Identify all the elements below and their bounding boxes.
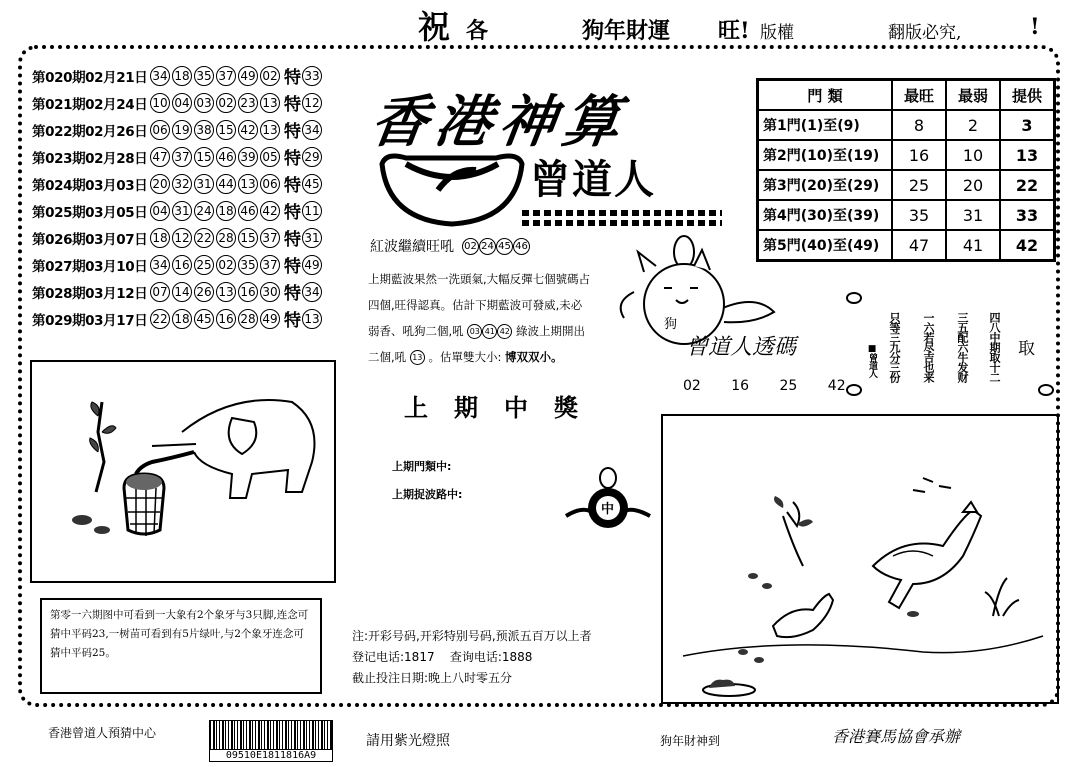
- number-ball: 15: [194, 147, 214, 167]
- number-ball: 15: [238, 228, 258, 248]
- number-ball: 34: [150, 255, 170, 275]
- number-ball: 23: [238, 93, 258, 113]
- footer-center-name: 香港曾道人預猜中心: [48, 726, 157, 740]
- analysis-fragment: 二個,吼: [368, 350, 407, 364]
- history-date: 第025期03月05日: [32, 204, 148, 221]
- number-ball: 32: [172, 174, 192, 194]
- number-ball: 49: [260, 309, 280, 329]
- odd-even-guess: 博双双小。: [505, 350, 563, 364]
- number-ball: 24: [194, 201, 214, 221]
- page-title: 香港神算: [366, 89, 633, 155]
- history-row: [32, 89, 362, 116]
- last-issue-title: 上期中獎: [404, 393, 604, 422]
- special-label: 特: [284, 311, 301, 331]
- history-date: 第028期03月12日: [32, 285, 148, 302]
- col-header: 最弱: [946, 80, 1000, 111]
- winner-badge: 中: [601, 502, 615, 517]
- special-ball: 12: [302, 93, 322, 113]
- number-ball: 28: [238, 309, 258, 329]
- table-row: [758, 230, 1055, 261]
- stats-cell-cat: 第4門(30)至(39): [758, 200, 893, 230]
- number-ball: 37: [260, 255, 280, 275]
- table-row: [758, 110, 1055, 140]
- notes-line: 截止投注日期:晚上八时零五分: [352, 671, 513, 685]
- stats-cell-max: 47: [892, 230, 946, 261]
- stats-cell-give: 3: [1000, 110, 1055, 140]
- special-ball: 11: [302, 201, 322, 221]
- slogan-end: !: [1030, 14, 1040, 40]
- history-date: 第026期03月07日: [32, 231, 148, 248]
- number-ball: 03: [194, 93, 214, 113]
- table-header-row: [758, 80, 1055, 111]
- table-row: [758, 200, 1055, 230]
- analysis-fragment: 綠波上期開出: [515, 324, 585, 338]
- history-date: 第027期03月10日: [32, 258, 148, 275]
- analysis-line: 四個,旺得認真。估計下期藍波可發威,未必: [368, 298, 583, 312]
- table-row: [758, 140, 1055, 170]
- number-ball: 42: [238, 120, 258, 140]
- number-ball: 35: [238, 255, 258, 275]
- notes-line: 登记电话:1817 查询电话:1888: [352, 650, 533, 664]
- special-ball: 13: [302, 309, 322, 329]
- number-ball: 05: [260, 147, 280, 167]
- number-ball: 25: [194, 255, 214, 275]
- notes: [352, 626, 592, 689]
- winner-gourd-icon: [562, 466, 654, 536]
- footer-uv-light: 請用紫光燈照: [366, 733, 450, 749]
- red-wave-ball: 02: [462, 238, 479, 255]
- slogan-no-copy: 翻版必究,: [888, 23, 962, 43]
- number-ball: 16: [172, 255, 192, 275]
- analysis-text: [368, 266, 608, 370]
- number-ball: 06: [150, 120, 170, 140]
- number-ball: 07: [150, 282, 170, 302]
- special-label: 特: [284, 176, 301, 196]
- number-ball: 28: [216, 228, 236, 248]
- red-wave-ball: 45: [496, 238, 513, 255]
- number-ball: 02: [216, 255, 236, 275]
- last-issue-category: 上期門類中:: [392, 460, 452, 473]
- number-ball: 18: [150, 228, 170, 248]
- draw-history: [32, 62, 362, 332]
- analysis-ball: 13: [410, 350, 425, 365]
- number-ball: 16: [238, 282, 258, 302]
- number-ball: 18: [172, 309, 192, 329]
- analysis-ball: 03: [467, 324, 482, 339]
- history-row: [32, 143, 362, 170]
- poem-line: 一六若尽吉也来: [922, 312, 935, 382]
- number-ball: 13: [216, 282, 236, 302]
- number-ball: 47: [150, 147, 170, 167]
- number-ball: 20: [150, 174, 170, 194]
- hole-dot: [846, 384, 862, 396]
- barcode-bars: [209, 720, 333, 750]
- special-ball: 33: [302, 66, 322, 86]
- number-ball: 02: [216, 93, 236, 113]
- footer-organizer: 香港賽馬協會承辦: [832, 727, 961, 746]
- history-row: [32, 224, 362, 251]
- history-row: [32, 305, 362, 332]
- poem-line: 三五配六牛发财: [956, 312, 969, 382]
- special-label: 特: [284, 95, 301, 115]
- last-issue-wave: 上期捉波路中:: [392, 488, 463, 501]
- notes-line: 注:开彩号码,开彩特别号码,预派五百万以上者: [352, 629, 592, 643]
- history-date: 第023期02月28日: [32, 150, 148, 167]
- poem-line: 只等三九分三份: [888, 312, 901, 382]
- barcode-number: 09510E1811816A9: [209, 750, 333, 762]
- special-label: 特: [284, 230, 301, 250]
- red-wave-ball: 24: [479, 238, 496, 255]
- analysis-line: 上期藍波果然一洗頭氣,大幅反彈七個號碼占: [368, 272, 591, 286]
- number-ball: 39: [238, 147, 258, 167]
- number-ball: 14: [172, 282, 192, 302]
- special-label: 特: [284, 68, 301, 88]
- pass-code-numbers: 02 16 25 42: [683, 378, 846, 394]
- number-ball: 18: [216, 201, 236, 221]
- number-ball: 26: [194, 282, 214, 302]
- special-ball: 34: [302, 282, 322, 302]
- special-ball: 45: [302, 174, 322, 194]
- number-ball: 04: [172, 93, 192, 113]
- hole-dot: [846, 292, 862, 304]
- number-ball: 18: [172, 66, 192, 86]
- slogan-copyright: 版權: [760, 23, 794, 43]
- barcode: [209, 720, 333, 764]
- cat-picture: [661, 414, 1059, 704]
- history-date: 第020期02月21日: [32, 69, 148, 86]
- stats-cell-min: 31: [946, 200, 1000, 230]
- history-date: 第022期02月26日: [32, 123, 148, 140]
- stats-cell-max: 25: [892, 170, 946, 200]
- cat-illustration: [663, 416, 1057, 702]
- slogan-ge: 各: [466, 18, 489, 44]
- poem-line: 四八中期取十二: [988, 312, 1001, 382]
- red-wave-line: [370, 236, 530, 256]
- stats-cell-min: 10: [946, 140, 1000, 170]
- number-ball: 13: [260, 93, 280, 113]
- history-row: [32, 251, 362, 278]
- author-name: 曾道人: [530, 156, 656, 203]
- analysis-ball: 41: [482, 324, 497, 339]
- number-ball: 02: [260, 66, 280, 86]
- history-date: 第021期02月24日: [32, 96, 148, 113]
- stripe-gap: [522, 216, 722, 220]
- analysis-line: [368, 318, 608, 344]
- number-ball: 38: [194, 120, 214, 140]
- dog-label: 狗: [664, 317, 678, 332]
- red-wave-ball: 46: [513, 238, 530, 255]
- number-ball: 34: [150, 66, 170, 86]
- stats-cell-max: 16: [892, 140, 946, 170]
- special-label: 特: [284, 122, 301, 142]
- stats-cell-give: 22: [1000, 170, 1055, 200]
- col-header: 提供: [1000, 80, 1055, 111]
- history-row: [32, 62, 362, 89]
- number-ball: 49: [238, 66, 258, 86]
- stats-cell-max: 35: [892, 200, 946, 230]
- number-ball: 13: [260, 120, 280, 140]
- category-stats-table: [756, 78, 1056, 262]
- stats-cell-cat: 第3門(20)至(29): [758, 170, 893, 200]
- number-ball: 12: [172, 228, 192, 248]
- number-ball: 37: [260, 228, 280, 248]
- number-ball: 19: [172, 120, 192, 140]
- special-ball: 31: [302, 228, 322, 248]
- stats-cell-max: 8: [892, 110, 946, 140]
- stats-cell-give: 33: [1000, 200, 1055, 230]
- special-ball: 34: [302, 120, 322, 140]
- top-slogan: [0, 0, 1080, 48]
- stats-cell-min: 2: [946, 110, 1000, 140]
- analysis-ball: 42: [497, 324, 512, 339]
- pass-code-title: 曾道人透碼: [686, 335, 797, 360]
- history-row: [32, 197, 362, 224]
- special-label: 特: [284, 203, 301, 223]
- ingot-icon: [376, 150, 526, 228]
- slogan-zhu: 祝: [418, 8, 451, 46]
- special-ball: 49: [302, 255, 322, 275]
- history-row: [32, 170, 362, 197]
- hint-box: 第零一六期图中可看到一大象有2个象牙与3只脚,连念可猜中平码23,一树苗可看到有5片绿叶,与2个象牙连念可猜中平码25。: [40, 598, 322, 694]
- number-ball: 35: [194, 66, 214, 86]
- number-ball: 44: [216, 174, 236, 194]
- analysis-fragment: 。估單雙大小:: [428, 350, 502, 364]
- number-ball: 46: [238, 201, 258, 221]
- number-ball: 06: [260, 174, 280, 194]
- number-ball: 42: [260, 201, 280, 221]
- number-ball: 04: [150, 201, 170, 221]
- slogan-dog-year: 狗年財運: [582, 18, 671, 44]
- special-label: 特: [284, 284, 301, 304]
- history-row: [32, 278, 362, 305]
- elephant-illustration: [32, 362, 334, 581]
- number-ball: 22: [194, 228, 214, 248]
- stats-cell-cat: 第2門(10)至(19): [758, 140, 893, 170]
- stats-cell-cat: 第5門(40)至(49): [758, 230, 893, 261]
- number-ball: 16: [216, 309, 236, 329]
- col-header: 門 類: [758, 80, 893, 111]
- stats-cell-min: 20: [946, 170, 1000, 200]
- number-ball: 46: [216, 147, 236, 167]
- special-ball: 29: [302, 147, 322, 167]
- number-ball: 22: [150, 309, 170, 329]
- stats-cell-give: 13: [1000, 140, 1055, 170]
- special-label: 特: [284, 257, 301, 277]
- analysis-fragment: 弱香、吼狗二個,吼: [368, 324, 464, 338]
- number-ball: 31: [194, 174, 214, 194]
- number-ball: 13: [238, 174, 258, 194]
- col-header: 最旺: [892, 80, 946, 111]
- history-row: [32, 116, 362, 143]
- footer-fortune: 狗年財神到: [660, 734, 721, 748]
- history-date: 第024期03月03日: [32, 177, 148, 194]
- number-ball: 31: [172, 201, 192, 221]
- red-wave-label: 紅波繼續旺吼: [370, 239, 454, 255]
- history-date: 第029期03月17日: [32, 312, 148, 329]
- elephant-picture: [30, 360, 336, 583]
- number-ball: 37: [216, 66, 236, 86]
- analysis-line: [368, 344, 608, 370]
- poem-qu: 取: [1018, 339, 1035, 359]
- number-ball: 30: [260, 282, 280, 302]
- number-ball: 15: [216, 120, 236, 140]
- number-ball: 45: [194, 309, 214, 329]
- stats-cell-cat: 第1門(1)至(9): [758, 110, 893, 140]
- stats-cell-min: 41: [946, 230, 1000, 261]
- number-ball: 10: [150, 93, 170, 113]
- hole-dot: [1038, 384, 1054, 396]
- special-label: 特: [284, 149, 301, 169]
- table-row: [758, 170, 1055, 200]
- stats-cell-give: 42: [1000, 230, 1055, 261]
- poem-signature: ■曾道人: [867, 344, 877, 377]
- slogan-wang: 旺!: [718, 18, 750, 44]
- number-ball: 37: [172, 147, 192, 167]
